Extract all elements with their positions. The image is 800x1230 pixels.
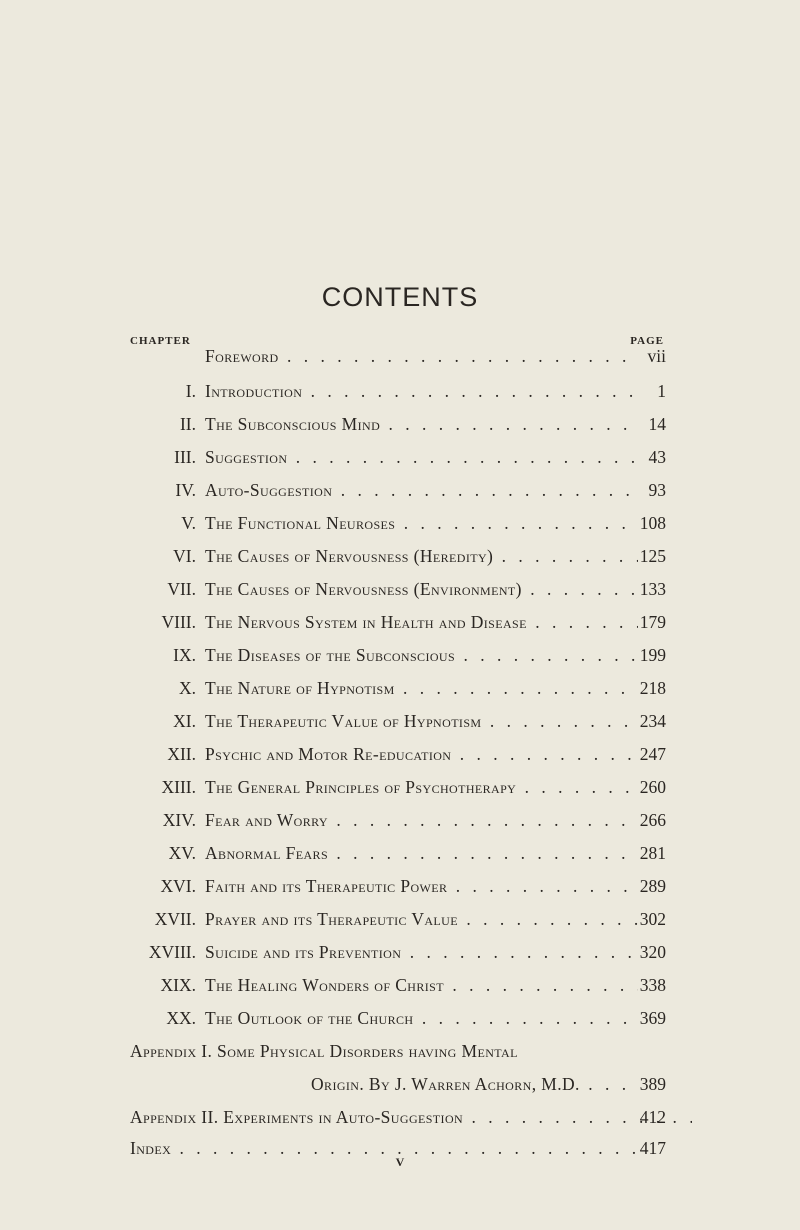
page-number: 218 (639, 678, 666, 698)
chapter-number: VII. (167, 579, 196, 599)
chapter-title: The Outlook of the Church . . . (205, 1006, 638, 1030)
toc-entry (0, 1072, 800, 1096)
toc-entry (0, 643, 800, 667)
chapter-number: XX. (166, 1008, 196, 1028)
chapter-number: I. (185, 381, 196, 401)
page-number: 125 (639, 546, 666, 566)
chapter-title: Psychic and Motor Re-education . . . (205, 742, 638, 766)
page-number: 247 (639, 744, 666, 764)
page-number: vii (647, 346, 666, 366)
chapter-title: The Causes of Nervousness (Environment) . . . (205, 577, 638, 601)
chapter-title: Suggestion . . . (205, 445, 638, 469)
toc-entry (0, 344, 800, 368)
toc-entry (0, 478, 800, 502)
chapter-title: The Subconscious Mind . . . (205, 412, 638, 436)
chapter-title: Suicide and its Prevention . . . (205, 940, 638, 964)
chapter-number: XIX. (160, 975, 196, 995)
chapter-title: The Diseases of the Subconscious . . . (205, 643, 638, 667)
chapter-title: The General Principles of Psychotherapy . . . (205, 775, 638, 799)
chapter-title: Introduction . . . (205, 379, 638, 403)
page-number: 389 (639, 1074, 666, 1094)
chapter-number: XII. (167, 744, 196, 764)
page-number: 412 (639, 1107, 666, 1127)
toc-entry (0, 841, 800, 865)
chapter-number: II. (179, 414, 196, 434)
toc-entry (0, 544, 800, 568)
toc-entry (0, 742, 800, 766)
chapter-number: XIII. (161, 777, 196, 797)
chapter-number: X. (178, 678, 196, 698)
chapter-title: Origin. By J. Warren Achorn, M.D. . . . (311, 1072, 638, 1096)
page-number: 266 (639, 810, 666, 830)
page-roman-numeral: V (395, 1155, 405, 1169)
page-number: 289 (639, 876, 666, 896)
toc-entry (0, 676, 800, 700)
page-column-header: PAGE (630, 335, 664, 347)
page-number: 320 (639, 942, 666, 962)
chapter-title: Appendix II. Experiments in Auto-Suggestion . . . (130, 1105, 692, 1129)
page-number: 1 (657, 381, 666, 401)
toc-entry (0, 445, 800, 469)
chapter-title: Auto-Suggestion . . . (205, 478, 638, 502)
chapter-number: XIV. (162, 810, 196, 830)
toc-entry (0, 412, 800, 436)
chapter-number: XVI. (160, 876, 196, 896)
chapter-number: XI. (173, 711, 196, 731)
page-title: CONTENTS (321, 282, 479, 312)
chapter-title: Index . . . (130, 1136, 638, 1160)
chapter-title: The Healing Wonders of Christ . . . (205, 973, 638, 997)
toc-entry (0, 577, 800, 601)
chapter-title: Abnormal Fears . . . (205, 841, 638, 865)
page-number: 93 (648, 480, 666, 500)
page-number: 133 (639, 579, 666, 599)
toc-entry (0, 709, 800, 733)
chapter-title: Faith and its Therapeutic Power . . . (205, 874, 638, 898)
chapter-number: VIII. (161, 612, 196, 632)
chapter-number: XVII. (154, 909, 196, 929)
page-number: 260 (639, 777, 666, 797)
page-number: 179 (639, 612, 666, 632)
toc-entry (0, 1006, 800, 1030)
toc-entry (0, 1105, 800, 1129)
page-number: 281 (639, 843, 666, 863)
toc-entry (0, 874, 800, 898)
toc-entry (0, 973, 800, 997)
chapter-title: The Nature of Hypnotism . . . (205, 676, 638, 700)
toc-entry (0, 511, 800, 535)
toc-entry (0, 808, 800, 832)
chapter-title: The Therapeutic Value of Hypnotism . . . (205, 709, 638, 733)
toc-entry (0, 379, 800, 403)
chapter-column-header: CHAPTER (130, 335, 191, 347)
toc-entry (0, 940, 800, 964)
page-number: 302 (639, 909, 666, 929)
toc-entry (0, 610, 800, 634)
chapter-title: Foreword . . . (205, 344, 638, 368)
chapter-title: Appendix I. Some Physical Disorders having Mental (130, 1041, 518, 1061)
page-number: 108 (639, 513, 666, 533)
chapter-number: IX. (173, 645, 196, 665)
chapter-number: IV. (175, 480, 196, 500)
chapter-number: III. (174, 447, 196, 467)
chapter-number: XVIII. (148, 942, 196, 962)
toc-entry (0, 775, 800, 799)
chapter-number: V. (181, 513, 196, 533)
page-number: 43 (648, 447, 666, 467)
page-number: 338 (639, 975, 666, 995)
chapter-title: Prayer and its Therapeutic Value . . . (205, 907, 638, 931)
page-number: 369 (639, 1008, 666, 1028)
chapter-title: The Functional Neuroses . . . (205, 511, 638, 535)
page-number: 14 (648, 414, 666, 434)
page-number: 199 (639, 645, 666, 665)
toc-entry (0, 1039, 800, 1063)
chapter-number: XV. (168, 843, 196, 863)
toc-entry (0, 907, 800, 931)
chapter-title: The Causes of Nervousness (Heredity) . . . (205, 544, 638, 568)
page-number: 234 (639, 711, 666, 731)
chapter-title: The Nervous System in Health and Disease . . . (205, 610, 638, 634)
page-number: 417 (639, 1138, 666, 1158)
chapter-number: VI. (173, 546, 196, 566)
chapter-title: Fear and Worry . . . (205, 808, 638, 832)
